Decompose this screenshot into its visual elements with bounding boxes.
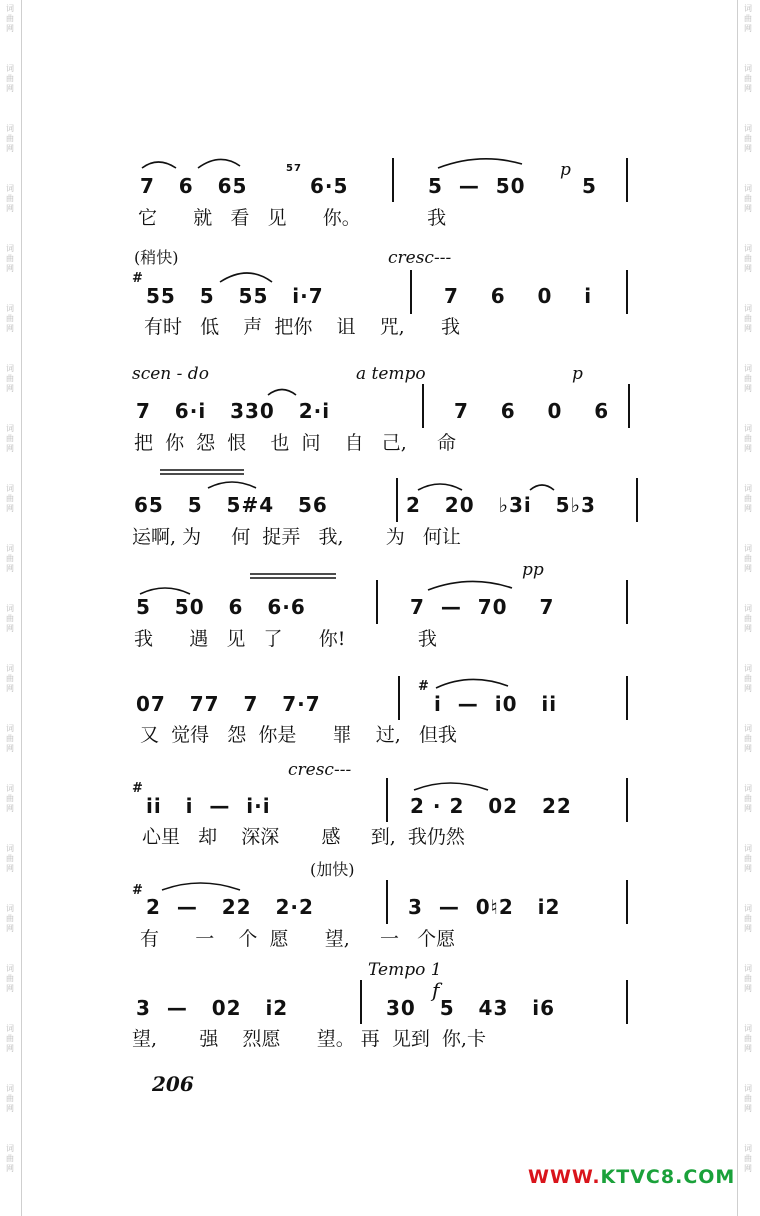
site-watermark[interactable] xyxy=(528,1166,735,1188)
row1-notes-end: 5 xyxy=(582,174,597,198)
row1-notes-right: 5 — 50 xyxy=(428,174,526,198)
slur xyxy=(428,581,512,590)
site-prefix: WWW. xyxy=(528,1166,601,1188)
watermark-text: 词 曲 网 xyxy=(6,1144,14,1173)
watermark-text: 词 曲 网 xyxy=(6,904,14,933)
slur xyxy=(530,485,554,490)
watermark-text: 词 曲 网 xyxy=(744,304,752,333)
row1-notes-mid: 6·5 xyxy=(310,174,349,198)
barline xyxy=(626,158,628,202)
barline xyxy=(392,158,394,202)
slur xyxy=(142,162,176,168)
row5-dynamic: pp xyxy=(522,560,544,580)
barline xyxy=(626,270,628,314)
watermark-text: 词 曲 网 xyxy=(6,64,14,93)
row3-lyrics: 把 你 怨 恨 也 问 自 己, 命 xyxy=(134,432,456,454)
row2-expression: cresc--- xyxy=(388,248,452,268)
slur xyxy=(140,588,190,594)
row5-notes-right: 7 — 70 7 xyxy=(410,595,555,619)
barline xyxy=(626,880,628,924)
row5-lyrics: 我 遇 见 了 你! 我 xyxy=(134,628,437,650)
watermark-text: 词 曲 网 xyxy=(6,484,14,513)
barline xyxy=(386,880,388,924)
row3-expression: scen - do xyxy=(132,364,209,384)
watermark-text: 词 曲 网 xyxy=(744,484,752,513)
row9-notes-left: 3 — 02 i2 xyxy=(136,996,289,1020)
watermark-text: 词 曲 网 xyxy=(6,724,14,753)
watermark-text: 词 曲 网 xyxy=(6,364,14,393)
row8-tempo: (加快) xyxy=(310,860,355,879)
barline xyxy=(386,778,388,822)
watermark-text: 词 曲 网 xyxy=(744,604,752,633)
watermark-text: 词 曲 网 xyxy=(6,604,14,633)
slur xyxy=(162,883,240,890)
row2-lyrics: 有时 低 声 把你 诅 咒, 我 xyxy=(144,316,460,338)
slur xyxy=(220,273,272,282)
row8-lyrics: 有 一 个 愿 望, 一 个愿 xyxy=(140,928,456,950)
row2-notes-left: 55 5 55 i·7 xyxy=(146,284,324,308)
row3-notes-left: 7 6·i 330 2·i xyxy=(136,399,331,423)
watermark-text: 词 曲 网 xyxy=(744,244,752,273)
watermark-text: 词 曲 网 xyxy=(744,1084,752,1113)
watermark-text: 词 曲 网 xyxy=(744,124,752,153)
row4-notes-left: 65 5 5#4 56 xyxy=(134,493,328,517)
watermark-text: 词 曲 网 xyxy=(6,544,14,573)
barline xyxy=(376,580,378,624)
row8-notes-left: 2 — 22 2·2 xyxy=(146,895,314,919)
row6-notes-right: i — i0 ii xyxy=(434,692,558,716)
row4-lyrics: 运啊, 为 何 捉弄 我, 为 何让 xyxy=(132,526,461,548)
row9-lyrics: 望, 强 烈愿 望。 再 见到 你,卡 xyxy=(132,1028,486,1050)
watermark-text: 词 曲 网 xyxy=(6,124,14,153)
row7-sharp: # xyxy=(132,781,144,796)
watermark-text: 词 曲 网 xyxy=(744,664,752,693)
watermark-text: 词 曲 网 xyxy=(744,364,752,393)
page-number: 206 xyxy=(152,1072,194,1096)
row7-notes-left: ii i — i·i xyxy=(146,794,271,818)
row1-dynamic: p xyxy=(560,160,571,180)
watermark-text: 词 曲 网 xyxy=(744,844,752,873)
slur xyxy=(198,159,240,168)
slur xyxy=(414,783,488,790)
row3-notes-right: 7 6 0 6 xyxy=(454,399,610,423)
watermark-text: 词 曲 网 xyxy=(6,844,14,873)
slur xyxy=(438,159,522,168)
site-domain: KTVC8.COM xyxy=(600,1166,736,1188)
row6-notes-left: 07 77 7 7·7 xyxy=(136,692,321,716)
row3-dynamic: p xyxy=(572,364,583,384)
slur xyxy=(418,484,462,490)
row2-tempo: (稍快) xyxy=(134,248,179,267)
barline xyxy=(410,270,412,314)
barline xyxy=(626,580,628,624)
row1-grace-notes: 57 xyxy=(286,163,302,174)
slur xyxy=(208,482,256,488)
watermark-text: 词 曲 网 xyxy=(6,304,14,333)
row6-lyrics: 又 觉得 怨 你是 罪 过, 但我 xyxy=(134,724,457,746)
barline xyxy=(398,676,400,720)
barline xyxy=(626,676,628,720)
barline xyxy=(626,778,628,822)
barline xyxy=(636,478,638,522)
row4-notes-right: 2 20 ♭3i 5♭3 xyxy=(406,493,596,517)
slur xyxy=(436,679,508,688)
watermark-text: 词 曲 网 xyxy=(6,184,14,213)
row2-notes-right: 7 6 0 i xyxy=(444,284,593,308)
watermark-text: 词 曲 网 xyxy=(6,664,14,693)
watermark-text: 词 曲 网 xyxy=(744,904,752,933)
barline xyxy=(360,980,362,1024)
row7-notes-right: 2 · 2 02 22 xyxy=(410,794,572,818)
watermark-text: 词 曲 网 xyxy=(744,184,752,213)
barline xyxy=(396,478,398,522)
watermark-text: 词 曲 网 xyxy=(6,4,14,33)
row9-notes-right: 30 5 43 i6 xyxy=(386,996,556,1020)
watermark-text: 词 曲 网 xyxy=(744,4,752,33)
watermark-text: 词 曲 网 xyxy=(744,64,752,93)
barline xyxy=(628,384,630,428)
watermark-text: 词 曲 网 xyxy=(6,244,14,273)
watermark-text: 词 曲 网 xyxy=(744,724,752,753)
watermark-text: 词 曲 网 xyxy=(744,784,752,813)
watermark-text: 词 曲 网 xyxy=(6,1024,14,1053)
row3-tempo: a tempo xyxy=(356,364,426,384)
watermark-text: 词 曲 网 xyxy=(744,424,752,453)
row7-lyrics: 心里 却 深深 感 到, 我仍然 xyxy=(142,826,465,848)
barline xyxy=(626,980,628,1024)
row6-sharp: # xyxy=(418,679,430,694)
row8-notes-right: 3 — 0♮2 i2 xyxy=(408,895,561,919)
row9-dynamic: f xyxy=(432,978,440,1002)
watermark-text: 词 曲 网 xyxy=(744,1144,752,1173)
row5-notes-left: 5 50 6 6·6 xyxy=(136,595,306,619)
watermark-text: 词 曲 网 xyxy=(6,964,14,993)
row2-sharp: # xyxy=(132,271,144,286)
watermark-text: 词 曲 网 xyxy=(744,964,752,993)
row8-sharp: # xyxy=(132,883,144,898)
row7-expression: cresc--- xyxy=(288,760,352,780)
row1-notes-left: 7 6 65 xyxy=(140,174,248,198)
watermark-text: 词 曲 网 xyxy=(6,1084,14,1113)
row1-lyrics: 它 就 看 见 你。 我 xyxy=(138,207,447,229)
row9-expression: Tempo 1 xyxy=(368,960,442,980)
slur xyxy=(268,390,296,396)
watermark-text: 词 曲 网 xyxy=(744,544,752,573)
watermark-text: 词 曲 网 xyxy=(6,784,14,813)
watermark-text: 词 曲 网 xyxy=(6,424,14,453)
watermark-text: 词 曲 网 xyxy=(744,1024,752,1053)
barline xyxy=(422,384,424,428)
